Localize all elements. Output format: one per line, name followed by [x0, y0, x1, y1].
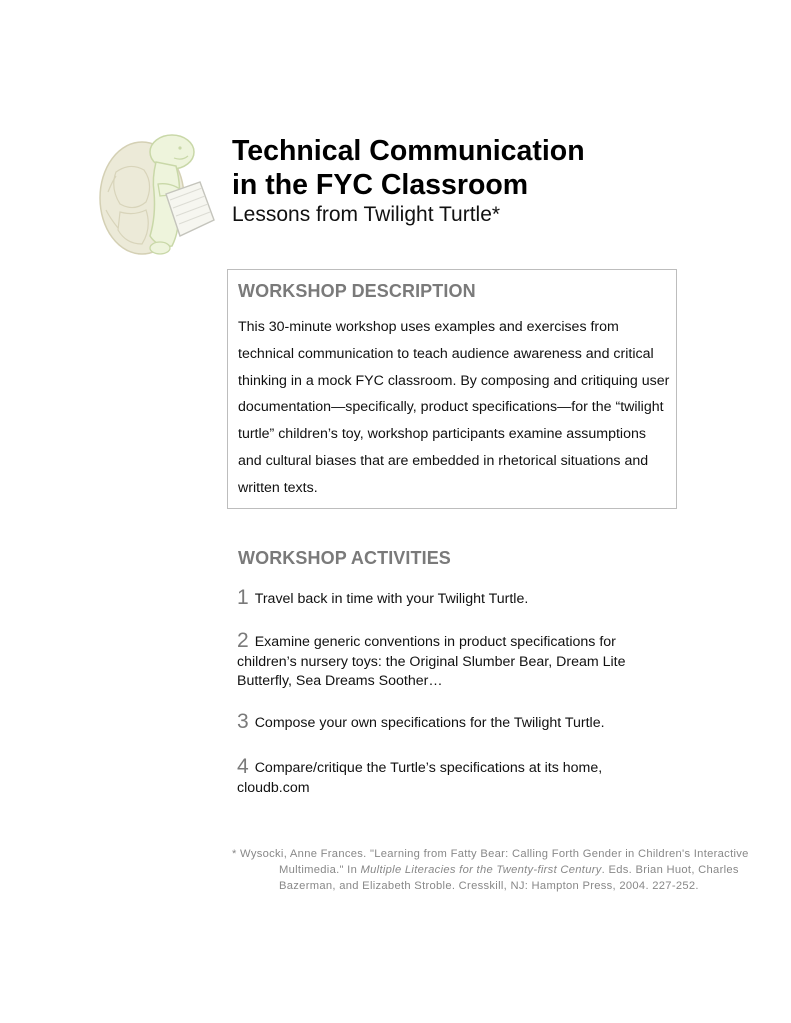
citation-footnote [232, 846, 749, 894]
activity-text: Compare/critique the Turtle’s specifications at its home, cloudb.com [237, 760, 603, 796]
footnote-book-title: Multiple Literacies for the Twenty-first Century [360, 864, 602, 876]
title-line-2: in the FYC Classroom [232, 169, 529, 201]
activity-number: 2 [237, 629, 249, 652]
footnote-part-2: . Eds. Brian Huot, Charles Bazerman, and Elizabeth Stroble. Cresskill, NJ: Hampton Press, 2004. 227-252. [279, 864, 739, 892]
activity-number: 1 [237, 586, 249, 609]
page-title [232, 134, 585, 202]
activity-item [237, 712, 605, 734]
description-heading: WORKSHOP DESCRIPTION [238, 281, 476, 301]
activity-number: 3 [237, 710, 249, 733]
workshop-description-box [227, 269, 677, 509]
footnote-part-1: * Wysocki, Anne Frances. "Learning from Fatty Bear: Calling Forth Gender in Children's Interactive Multimedia." In [232, 848, 749, 876]
activity-item [237, 757, 677, 798]
page-subtitle: Lessons from Twilight Turtle* [232, 203, 501, 226]
description-text: This 30-minute workshop uses examples and exercises from technical communication to teach audience awareness and critical thinking in a mock FYC classroom. By composing and critiquing user documentation—specifically, product specifications—for the “twilight turtle” children’s toy, workshop participants examine assumptions and cultural biases that are embedded in rhetorical situations and written texts. [238, 319, 670, 496]
turtle-reading-book-icon [96, 132, 220, 258]
title-line-1: Technical Communication [232, 135, 585, 167]
activity-item [237, 588, 528, 610]
activity-number: 4 [237, 755, 249, 778]
activity-text: Compose your own specifications for the Twilight Turtle. [254, 715, 605, 731]
activities-heading: WORKSHOP ACTIVITIES [238, 548, 451, 568]
activity-text: Examine generic conventions in product specifications for children’s nursery toys: the Original Slumber Bear, Dream Lite Butterfly, Sea Dreams Soother… [237, 634, 626, 689]
activity-item [237, 631, 677, 692]
activity-text: Travel back in time with your Twilight Turtle. [254, 591, 529, 607]
